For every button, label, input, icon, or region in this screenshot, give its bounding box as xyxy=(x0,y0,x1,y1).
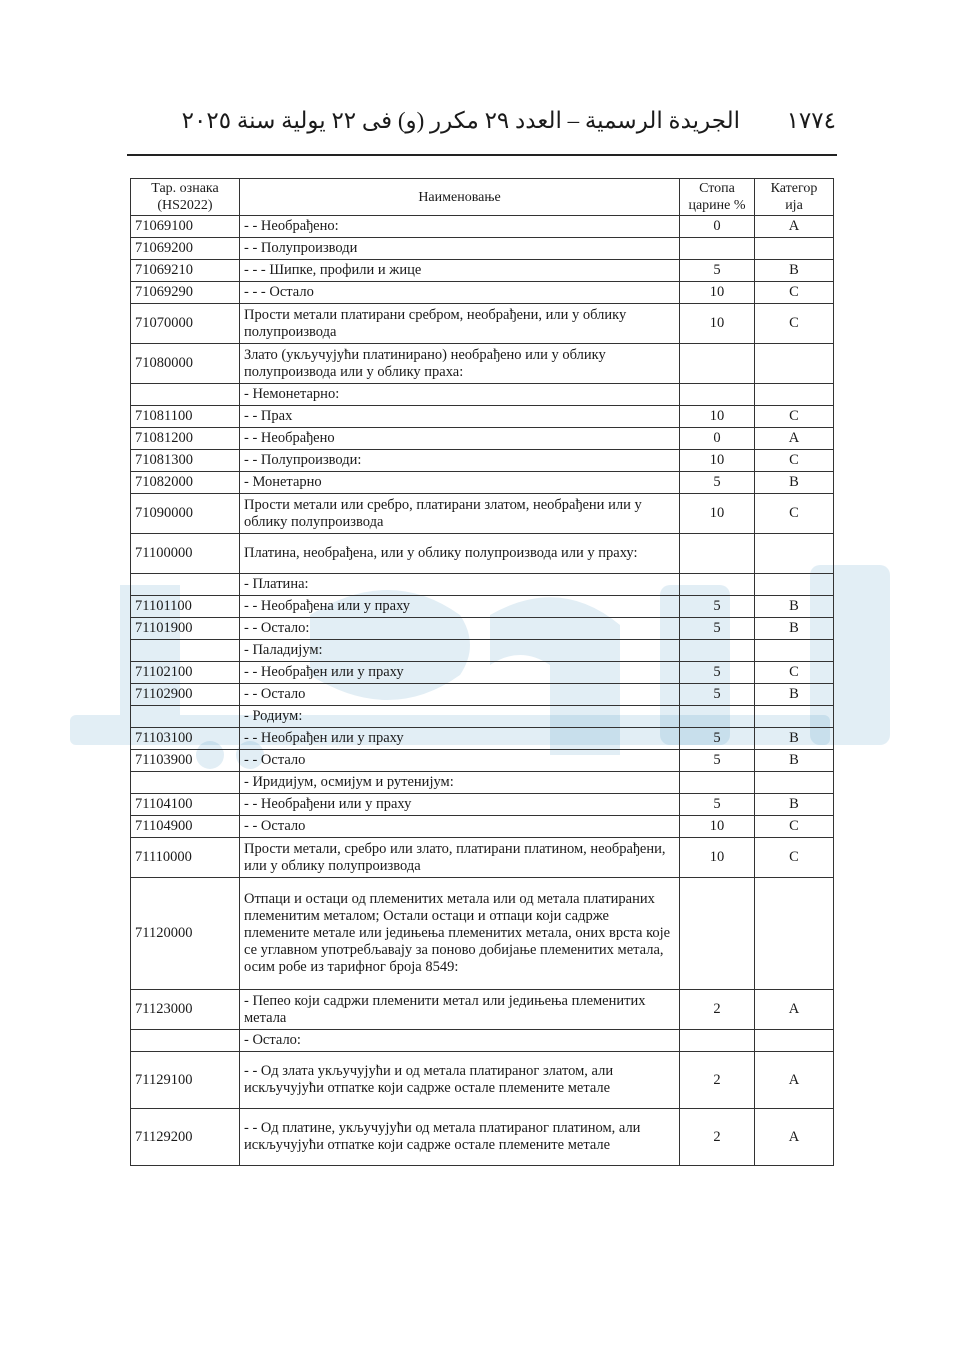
table-row xyxy=(131,1030,834,1052)
description-cell: - Иридијум, осмијум и рутенијум: xyxy=(240,772,680,794)
table-row xyxy=(131,750,834,772)
code-cell: 71081300 xyxy=(131,450,240,472)
table-row xyxy=(131,728,834,750)
code-cell xyxy=(131,706,240,728)
table-row xyxy=(131,640,834,662)
duty-rate-cell: 5 xyxy=(680,596,755,618)
description-cell: - - Остало: xyxy=(240,618,680,640)
description-cell: - - Прах xyxy=(240,406,680,428)
code-header-line2: (HS2022) xyxy=(157,198,213,213)
code-cell: 71120000 xyxy=(131,878,240,990)
duty-rate-cell xyxy=(680,640,755,662)
description-cell: - - Од платине, укључујући од метала платираног платином, али искључујући отпатке који садрже остале племените метале xyxy=(240,1109,680,1166)
table-row xyxy=(131,574,834,596)
table-row xyxy=(131,816,834,838)
description-cell: - - Необрађен или у праху xyxy=(240,728,680,750)
code-cell xyxy=(131,574,240,596)
rate-header-line1: Стопа xyxy=(699,181,735,196)
table-row xyxy=(131,596,834,618)
code-cell: 71069200 xyxy=(131,238,240,260)
description-cell: - - - Остало xyxy=(240,282,680,304)
duty-rate-cell: 10 xyxy=(680,838,755,878)
category-cell xyxy=(755,878,834,990)
description-cell: - - Остало xyxy=(240,684,680,706)
description-cell: - Платина: xyxy=(240,574,680,596)
category-cell xyxy=(755,534,834,574)
category-header-line1: Категор xyxy=(770,181,818,196)
category-cell xyxy=(755,640,834,662)
description-cell: - - Необрађена или у праху xyxy=(240,596,680,618)
code-cell: 71129200 xyxy=(131,1109,240,1166)
description-cell: - Остало: xyxy=(240,1030,680,1052)
description-cell: - - Остало xyxy=(240,750,680,772)
duty-rate-cell: 2 xyxy=(680,1109,755,1166)
duty-rate-cell: 10 xyxy=(680,816,755,838)
duty-rate-cell xyxy=(680,384,755,406)
category-cell: A xyxy=(755,1052,834,1109)
column-header-category xyxy=(755,179,834,216)
code-cell: 71104900 xyxy=(131,816,240,838)
description-cell: Прости метали платирани сребром, необрађени, или у облику полупроизвода xyxy=(240,304,680,344)
category-cell: A xyxy=(755,428,834,450)
category-cell xyxy=(755,384,834,406)
code-cell xyxy=(131,772,240,794)
code-cell: 71101900 xyxy=(131,618,240,640)
description-cell: Платина, необрађена, или у облику полупроизвода или у праху: xyxy=(240,534,680,574)
duty-rate-cell xyxy=(680,1030,755,1052)
category-cell: B xyxy=(755,472,834,494)
category-cell: B xyxy=(755,794,834,816)
category-cell xyxy=(755,344,834,384)
duty-rate-cell xyxy=(680,772,755,794)
table-row xyxy=(131,838,834,878)
duty-rate-cell: 2 xyxy=(680,1052,755,1109)
table-row xyxy=(131,772,834,794)
code-cell xyxy=(131,384,240,406)
category-cell: B xyxy=(755,596,834,618)
description-cell: Злато (укључујући платинирано) необрађено или у облику полупроизвода или у облику праха: xyxy=(240,344,680,384)
code-cell: 71081100 xyxy=(131,406,240,428)
code-cell: 71123000 xyxy=(131,990,240,1030)
category-cell xyxy=(755,706,834,728)
duty-rate-cell xyxy=(680,574,755,596)
description-cell: - Немонетарно: xyxy=(240,384,680,406)
table-row xyxy=(131,406,834,428)
duty-rate-cell xyxy=(680,534,755,574)
duty-rate-cell: 10 xyxy=(680,406,755,428)
code-cell: 71082000 xyxy=(131,472,240,494)
duty-rate-cell: 10 xyxy=(680,494,755,534)
table-row xyxy=(131,344,834,384)
description-cell: - Родиум: xyxy=(240,706,680,728)
page-header xyxy=(128,100,836,144)
category-cell: B xyxy=(755,260,834,282)
code-cell: 71103100 xyxy=(131,728,240,750)
duty-rate-cell xyxy=(680,238,755,260)
name-header: Наименовање xyxy=(418,189,501,205)
code-cell: 71102900 xyxy=(131,684,240,706)
page-number: ١٧٧٤ xyxy=(786,108,836,133)
description-cell: - Паладијум: xyxy=(240,640,680,662)
duty-rate-cell: 5 xyxy=(680,662,755,684)
table-row xyxy=(131,238,834,260)
table-row xyxy=(131,706,834,728)
duty-rate-cell: 10 xyxy=(680,450,755,472)
code-cell: 71081200 xyxy=(131,428,240,450)
category-cell: C xyxy=(755,450,834,472)
code-cell: 71110000 xyxy=(131,838,240,878)
category-cell: C xyxy=(755,662,834,684)
table-row xyxy=(131,990,834,1030)
code-cell: 71070000 xyxy=(131,304,240,344)
table-header-row xyxy=(131,179,834,216)
column-header-code xyxy=(131,179,240,216)
tariff-table xyxy=(130,178,834,1166)
description-cell: - - Полупроизводи: xyxy=(240,450,680,472)
column-header-rate xyxy=(680,179,755,216)
duty-rate-cell: 5 xyxy=(680,618,755,640)
duty-rate-cell: 5 xyxy=(680,750,755,772)
duty-rate-cell: 0 xyxy=(680,428,755,450)
table-row xyxy=(131,794,834,816)
duty-rate-cell: 5 xyxy=(680,794,755,816)
description-cell: - Монетарно xyxy=(240,472,680,494)
description-cell: Отпаци и остаци од племенитих метала или од метала платираних племенитим металом; Остали остаци и отпаци који садрже племените метале или једињења племенитих метала, оних врста које се углавном употребљавају за поново добијање племенитих метала, осим робе из тарифног броја 8549: xyxy=(240,878,680,990)
category-cell xyxy=(755,574,834,596)
duty-rate-cell: 10 xyxy=(680,282,755,304)
table-row xyxy=(131,494,834,534)
table-row xyxy=(131,260,834,282)
category-cell: C xyxy=(755,816,834,838)
code-header-line1: Тар. ознака xyxy=(151,181,219,196)
code-cell: 71069100 xyxy=(131,216,240,238)
table-row xyxy=(131,618,834,640)
category-header-line2: ија xyxy=(785,198,803,213)
category-cell: A xyxy=(755,216,834,238)
category-cell: B xyxy=(755,728,834,750)
code-cell: 71129100 xyxy=(131,1052,240,1109)
description-cell: - - Необрађени или у праху xyxy=(240,794,680,816)
table-row xyxy=(131,450,834,472)
description-cell: Прости метали или сребро, платирани златом, необрађени или у облику полупроизвода xyxy=(240,494,680,534)
table-row xyxy=(131,282,834,304)
code-cell: 71101100 xyxy=(131,596,240,618)
category-cell: B xyxy=(755,684,834,706)
duty-rate-cell: 5 xyxy=(680,684,755,706)
duty-rate-cell: 5 xyxy=(680,728,755,750)
category-cell xyxy=(755,1030,834,1052)
code-cell: 71102100 xyxy=(131,662,240,684)
category-cell xyxy=(755,772,834,794)
description-cell: - - Полупроизводи xyxy=(240,238,680,260)
category-cell: B xyxy=(755,750,834,772)
table-row xyxy=(131,1109,834,1166)
description-cell: - - Необрађено: xyxy=(240,216,680,238)
code-cell: 71103900 xyxy=(131,750,240,772)
duty-rate-cell: 5 xyxy=(680,472,755,494)
category-cell: A xyxy=(755,990,834,1030)
code-cell xyxy=(131,1030,240,1052)
description-cell: - - Необрађено xyxy=(240,428,680,450)
description-cell: - Пепео који садржи племенити метал или једињења племенитих метала xyxy=(240,990,680,1030)
duty-rate-cell xyxy=(680,878,755,990)
category-cell: C xyxy=(755,304,834,344)
code-cell: 71100000 xyxy=(131,534,240,574)
table-row xyxy=(131,878,834,990)
header-rule xyxy=(127,154,837,156)
table-row xyxy=(131,472,834,494)
description-cell: - - Необрађен или у праху xyxy=(240,662,680,684)
code-cell: 71104100 xyxy=(131,794,240,816)
gazette-title: الجريدة الرسمية – العدد ٢٩ مكرر (و) فى ٢٢ يولية سنة ٢٠٢٥ xyxy=(181,108,740,133)
duty-rate-cell: 0 xyxy=(680,216,755,238)
table-row xyxy=(131,216,834,238)
duty-rate-cell xyxy=(680,706,755,728)
column-header-name xyxy=(240,179,680,216)
code-cell: 71069290 xyxy=(131,282,240,304)
category-cell: C xyxy=(755,282,834,304)
table-row xyxy=(131,428,834,450)
rate-header-line2: царине % xyxy=(688,198,746,213)
duty-rate-cell: 2 xyxy=(680,990,755,1030)
table-row xyxy=(131,384,834,406)
table-row xyxy=(131,304,834,344)
description-cell: - - Остало xyxy=(240,816,680,838)
category-cell: C xyxy=(755,494,834,534)
category-cell: C xyxy=(755,406,834,428)
category-cell xyxy=(755,238,834,260)
table-row xyxy=(131,662,834,684)
duty-rate-cell: 10 xyxy=(680,304,755,344)
description-cell: Прости метали, сребро или злато, платирани платином, необрађени, или у облику полупроизвода xyxy=(240,838,680,878)
table-row xyxy=(131,684,834,706)
category-cell: B xyxy=(755,618,834,640)
table-row xyxy=(131,534,834,574)
description-cell: - - - Шипке, профили и жице xyxy=(240,260,680,282)
category-cell: A xyxy=(755,1109,834,1166)
description-cell: - - Од злата укључујући и од метала платираног златом, али искључујући отпатке који садрже остале племените метале xyxy=(240,1052,680,1109)
code-cell: 71090000 xyxy=(131,494,240,534)
code-cell: 71069210 xyxy=(131,260,240,282)
category-cell: C xyxy=(755,838,834,878)
duty-rate-cell: 5 xyxy=(680,260,755,282)
code-cell xyxy=(131,640,240,662)
code-cell: 71080000 xyxy=(131,344,240,384)
duty-rate-cell xyxy=(680,344,755,384)
table-row xyxy=(131,1052,834,1109)
